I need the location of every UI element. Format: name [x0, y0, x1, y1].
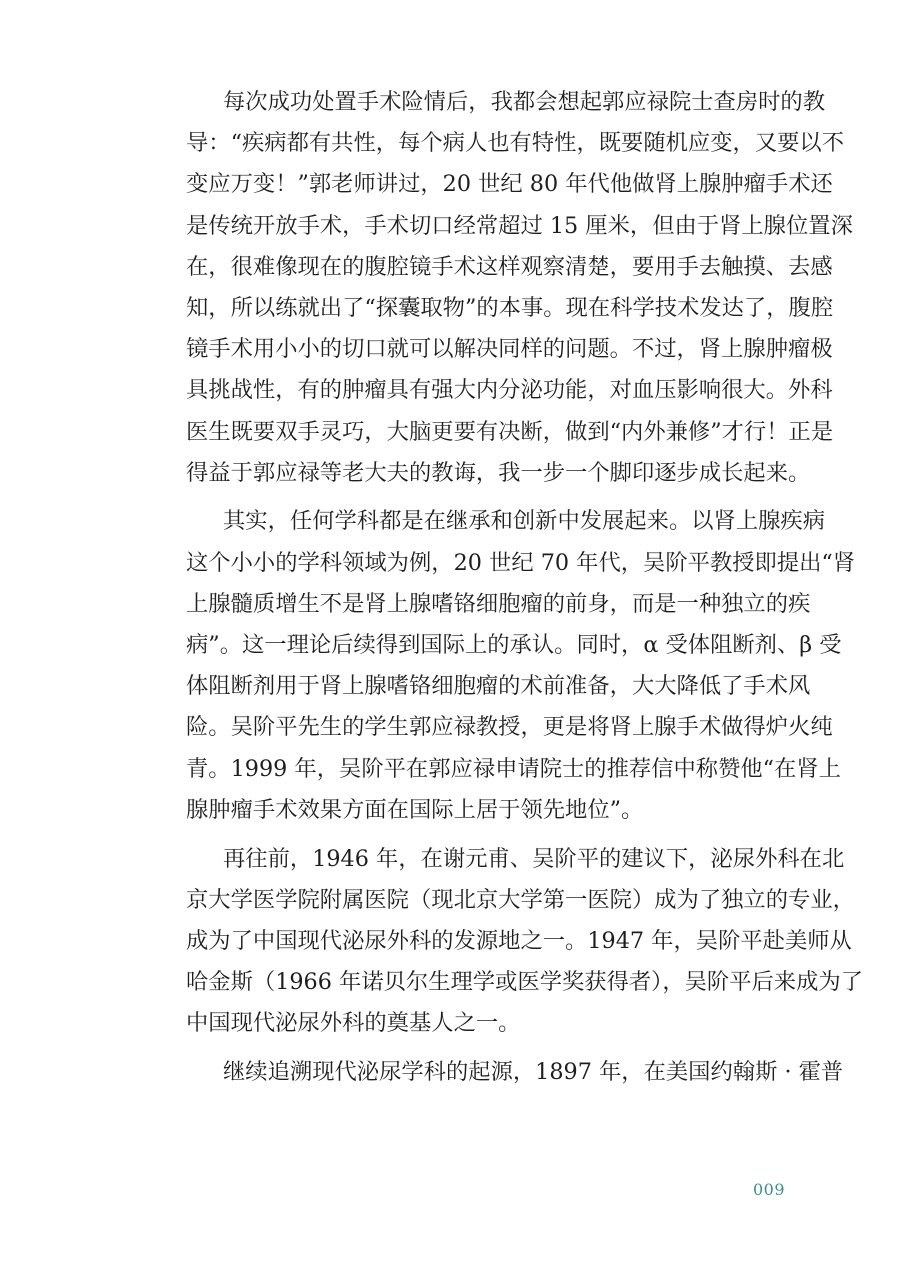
text-line: 中国现代泌尿外科的奠基人之一。	[186, 1010, 521, 1037]
text-line: 具挑战性，有的肿瘤具有强大内分泌功能，对血压影响很大。外科	[186, 377, 833, 404]
text-line: 病”。这一理论后续得到国际上的承认。同时，α 受体阻断剂、β 受	[186, 632, 842, 659]
text-line: 上腺髓质增生不是肾上腺嗜铬细胞瘤的前身，而是一种独立的疾	[186, 590, 811, 617]
text-line: 京大学医学院附属医院（现北京大学第一医院）成为了独立的专业，	[186, 886, 855, 913]
text-line: 导：“疾病都有共性，每个病人也有特性，既要随机应变，又要以不	[186, 130, 845, 157]
text-line: 青。1999 年，吴阶平在郭应禄申请院士的推荐信中称赞他“在肾上	[186, 755, 841, 782]
paragraph-spacer	[186, 1045, 786, 1053]
text-line: 得益于郭应禄等老大夫的教诲，我一步一个脚印逐步成长起来。	[186, 459, 811, 486]
paragraph-1	[186, 82, 853, 494]
body-text	[186, 82, 863, 1093]
paragraph-3	[186, 839, 863, 1045]
paragraph-2	[186, 501, 856, 831]
text-line: 这个小小的学科领域为例，20 世纪 70 年代，吴阶平教授即提出“肾	[186, 549, 856, 576]
text-line: 是传统开放手术，手术切口经常超过 15 厘米，但由于肾上腺位置深	[186, 212, 853, 239]
paragraph-spacer	[186, 494, 786, 502]
paragraph-4	[186, 1052, 844, 1093]
text-line: 哈金斯（1966 年诺贝尔生理学或医学奖获得者），吴阶平后来成为了	[186, 969, 863, 996]
text-line: 成为了中国现代泌尿外科的发源地之一。1947 年，吴阶平赴美师从	[186, 927, 852, 954]
text-line: 在，很难像现在的腹腔镜手术这样观察清楚，要用手去触摸、去感	[186, 253, 833, 280]
text-line: 险。吴阶平先生的学生郭应禄教授，更是将肾上腺手术做得炉火纯	[186, 714, 833, 741]
text-line: 每次成功处置手术险情后，我都会想起郭应禄院士查房时的教	[223, 89, 826, 115]
paragraph-spacer	[186, 831, 786, 839]
text-line: 其实，任何学科都是在继承和创新中发展起来。以肾上腺疾病	[223, 508, 826, 535]
text-line: 再往前，1946 年，在谢元甫、吴阶平的建议下，泌尿外科在北	[223, 845, 845, 872]
text-line: 腺肿瘤手术效果方面在国际上居于领先地位”。	[186, 796, 644, 823]
text-line: 变应万变！”郭老师讲过，20 世纪 80 年代他做肾上腺肿瘤手术还	[186, 171, 833, 198]
text-line: 镜手术用小小的切口就可以解决同样的问题。不过，肾上腺肿瘤极	[186, 336, 833, 363]
text-line: 医生既要双手灵巧，大脑更要有决断，做到“内外兼修”才行！正是	[186, 418, 834, 445]
text-line: 体阻断剂用于肾上腺嗜铬细胞瘤的术前准备，大大降低了手术风	[186, 673, 811, 700]
text-line: 继续追溯现代泌尿学科的起源，1897 年，在美国约翰斯 · 霍普	[223, 1059, 844, 1086]
page-number: 009	[753, 1180, 786, 1199]
text-line: 知，所以练就出了“探囊取物”的本事。现在科学技术发达了，腹腔	[186, 294, 834, 321]
